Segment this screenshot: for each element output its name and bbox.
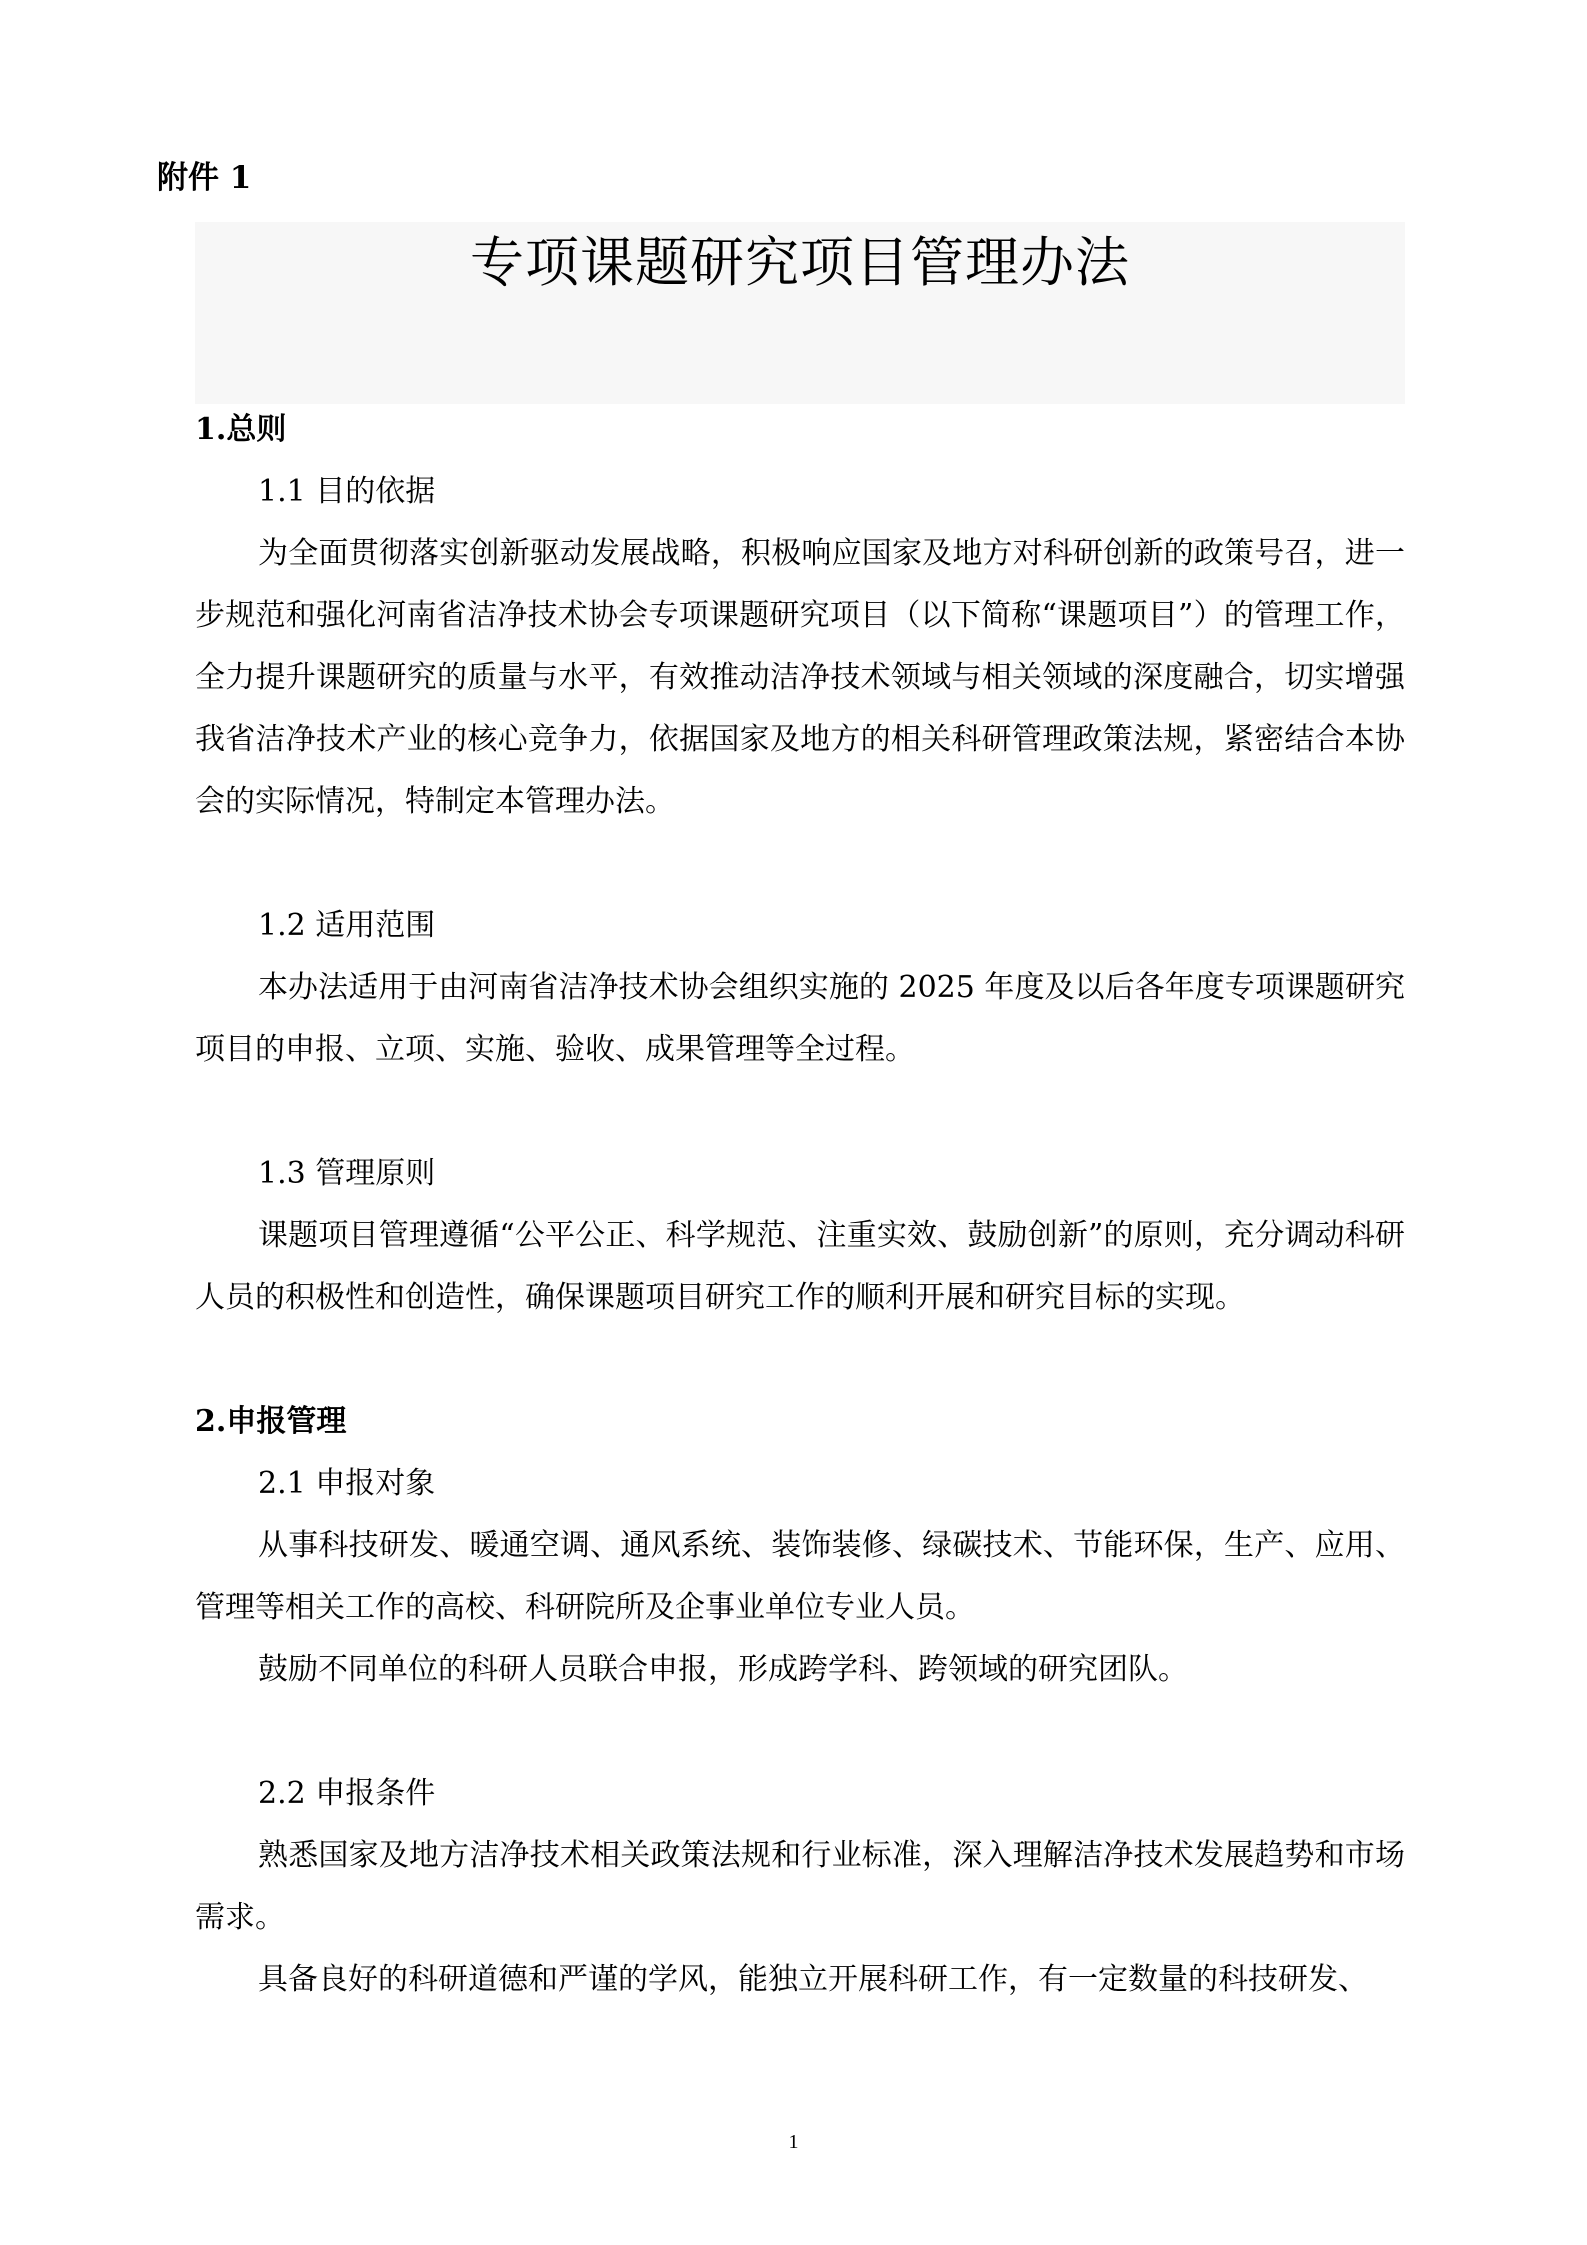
attachment-label: 附件 1 (157, 160, 252, 196)
page-number: 1 (788, 2131, 799, 2153)
subsection-heading-1-2: 1.2 适用范围 (258, 908, 436, 943)
subsection-heading-2-2: 2.2 申报条件 (258, 1776, 436, 1811)
spacer (195, 1081, 1405, 1143)
paragraph-2-2-b: 具备良好的科研道德和严谨的学风，能独立开展科研工作，有一定数量的科技研发、 (258, 1962, 1368, 1997)
section-heading-1: 1.总则 (195, 412, 287, 447)
paragraph-1-1-a: 为全面贯彻落实创新驱动发展战略，积极响应国家及地方对科研创新的政策号召，进一步规范和强化河南省洁净技术协会专项课题研究项目（以下简称“课题项目”）的管理工作，全力提升课题研究的质量与水平，有效推动洁净技术领域与相关领域的深度融合，切实增强我省洁净技术产业的核心竞争力，依据国家及地方的相关科研管理政策法规，紧密结合本协会的实际情况，特制定本管理办法。 (195, 536, 1405, 819)
paragraph-2-1-b: 鼓励不同单位的科研人员联合申报，形成跨学科、跨领域的研究团队。 (258, 1652, 1188, 1687)
document-body (195, 399, 1405, 2011)
subsection-heading-1-1: 1.1 目的依据 (258, 474, 436, 509)
document-title: 专项课题研究项目管理办法 (470, 231, 1130, 294)
spacer (195, 1701, 1405, 1763)
paragraph-2-1-a: 从事科技研发、暖通空调、通风系统、装饰装修、绿碳技术、节能环保，生产、应用、管理等相关工作的高校、科研院所及企事业单位专业人员。 (195, 1528, 1405, 1625)
subsection-heading-2-1: 2.1 申报对象 (258, 1466, 436, 1501)
spacer (195, 833, 1405, 895)
subsection-heading-1-3: 1.3 管理原则 (258, 1156, 436, 1191)
spacer (195, 1329, 1405, 1391)
paragraph-2-2-a: 熟悉国家及地方洁净技术相关政策法规和行业标准，深入理解洁净技术发展趋势和市场需求。 (195, 1838, 1405, 1935)
section-heading-2: 2.申报管理 (195, 1404, 347, 1439)
paragraph-1-3-a: 课题项目管理遵循“公平公正、科学规范、注重实效、鼓励创新”的原则，充分调动科研人员的积极性和创造性，确保课题项目研究工作的顺利开展和研究目标的实现。 (195, 1218, 1405, 1315)
paragraph-1-2-a: 本办法适用于由河南省洁净技术协会组织实施的 2025 年度及以后各年度专项课题研究项目的申报、立项、实施、验收、成果管理等全过程。 (195, 970, 1405, 1067)
